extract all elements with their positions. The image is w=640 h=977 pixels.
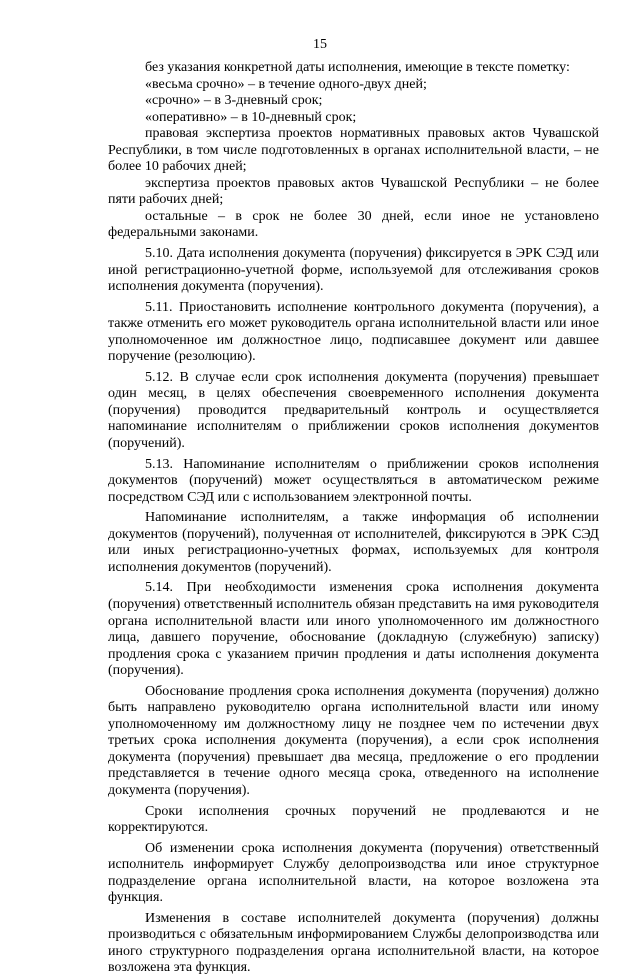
paragraph-urgent-no-extension: Сроки исполнения срочных поручений не продлеваются и не корректируются. [108, 803, 599, 836]
paragraph-extension-justification: Обоснование продления срока исполнения документа (поручения) должно быть направлено руководителю органа исполнительной власти или иному уполномоченному им должностному лицу не позднее чем по истечении двух третьих срока исполнения документа (поручения), а если срок исполнения документа (поручения) превышает два месяца, предложение о его продлении представляется в течение одного месяца срока, отведенного на исполнение документа (поручения). [108, 683, 599, 798]
paragraph-5-10: 5.10. Дата исполнения документа (поручения) фиксируется в ЭРК СЭД или иной регистрационно-учетной форме, используемой для отслеживания сроков исполнения документа (поручения). [108, 246, 599, 295]
paragraph-other-deadlines: остальные – в срок не более 30 дней, если иное не установлено федеральными законами. [108, 208, 599, 241]
paragraph-reminder-info: Напоминание исполнителям, а также информация об исполнении документов (поручений), полученная от исполнителей, фиксируются в ЭРК СЭД или иных регистрационно-учетных формах, используемых для контроля исполнения документов (поручений). [108, 510, 599, 575]
page-number: 15 [313, 37, 327, 52]
paragraph-5-13: 5.13. Напоминание исполнителям о приближении сроков исполнения документов (поручений) может осуществляться в автоматическом режиме посредством СЭД или с использованием электронной почты. [108, 456, 599, 505]
paragraph-deadline-change-notice: Об изменении срока исполнения документа (поручения) ответственный исполнитель информирует Службу делопроизводства или иное структурное подразделение органа исполнительной власти, на которое возложена эта функция. [108, 840, 599, 906]
paragraph-legal-expertise-normative: правовая экспертиза проектов нормативных правовых актов Чувашской Республики, в том числе подготовленных в органах исполнительной власти, – не более 10 рабочих дней; [108, 126, 599, 175]
paragraph-executor-change: Изменения в составе исполнителей документа (поручения) должны производиться с обязательным информированием Службы делопроизводства или иного структурного подразделения органа исполнительной власти, на которое возложена эта функция. [108, 910, 599, 976]
document-body [108, 60, 599, 977]
paragraph-5-11: 5.11. Приостановить исполнение контрольного документа (поручения), а также отменить его может руководитель органа исполнительной власти или иное уполномоченное им должностное лицо, подписавшее документ или давшее поручение (резолюцию). [108, 299, 599, 365]
paragraph-5-14: 5.14. При необходимости изменения срока исполнения документа (поручения) ответственный исполнитель обязан представить на имя руководителя органа исполнительной власти или иного уполномоченного им должностного лица, давшего поручение, обоснование (докладную (служебную) записку) продления срока с указанием причин продления и даты исполнения документа (поручения). [108, 580, 599, 679]
paragraph-urgent: «срочно» – в 3-дневный срок; [145, 93, 323, 109]
paragraph-legal-expertise-acts: экспертиза проектов правовых актов Чувашской Республики – не более пяти рабочих дней; [108, 175, 599, 208]
paragraph-very-urgent: «весьма срочно» – в течение одного-двух дней; [145, 76, 427, 92]
paragraph-deadline-intro: без указания конкретной даты исполнения, имеющие в тексте пометку: [145, 60, 570, 75]
paragraph-5-12: 5.12. В случае если срок исполнения документа (поручения) превышает один месяц, в целях обеспечения своевременного исполнения документа (поручения) проводится предварительный контроль и осуществляется напоминание исполнителям о приближении сроков исполнения документов (поручений). [108, 369, 599, 452]
paragraph-operative: «оперативно» – в 10-дневный срок; [145, 109, 357, 125]
